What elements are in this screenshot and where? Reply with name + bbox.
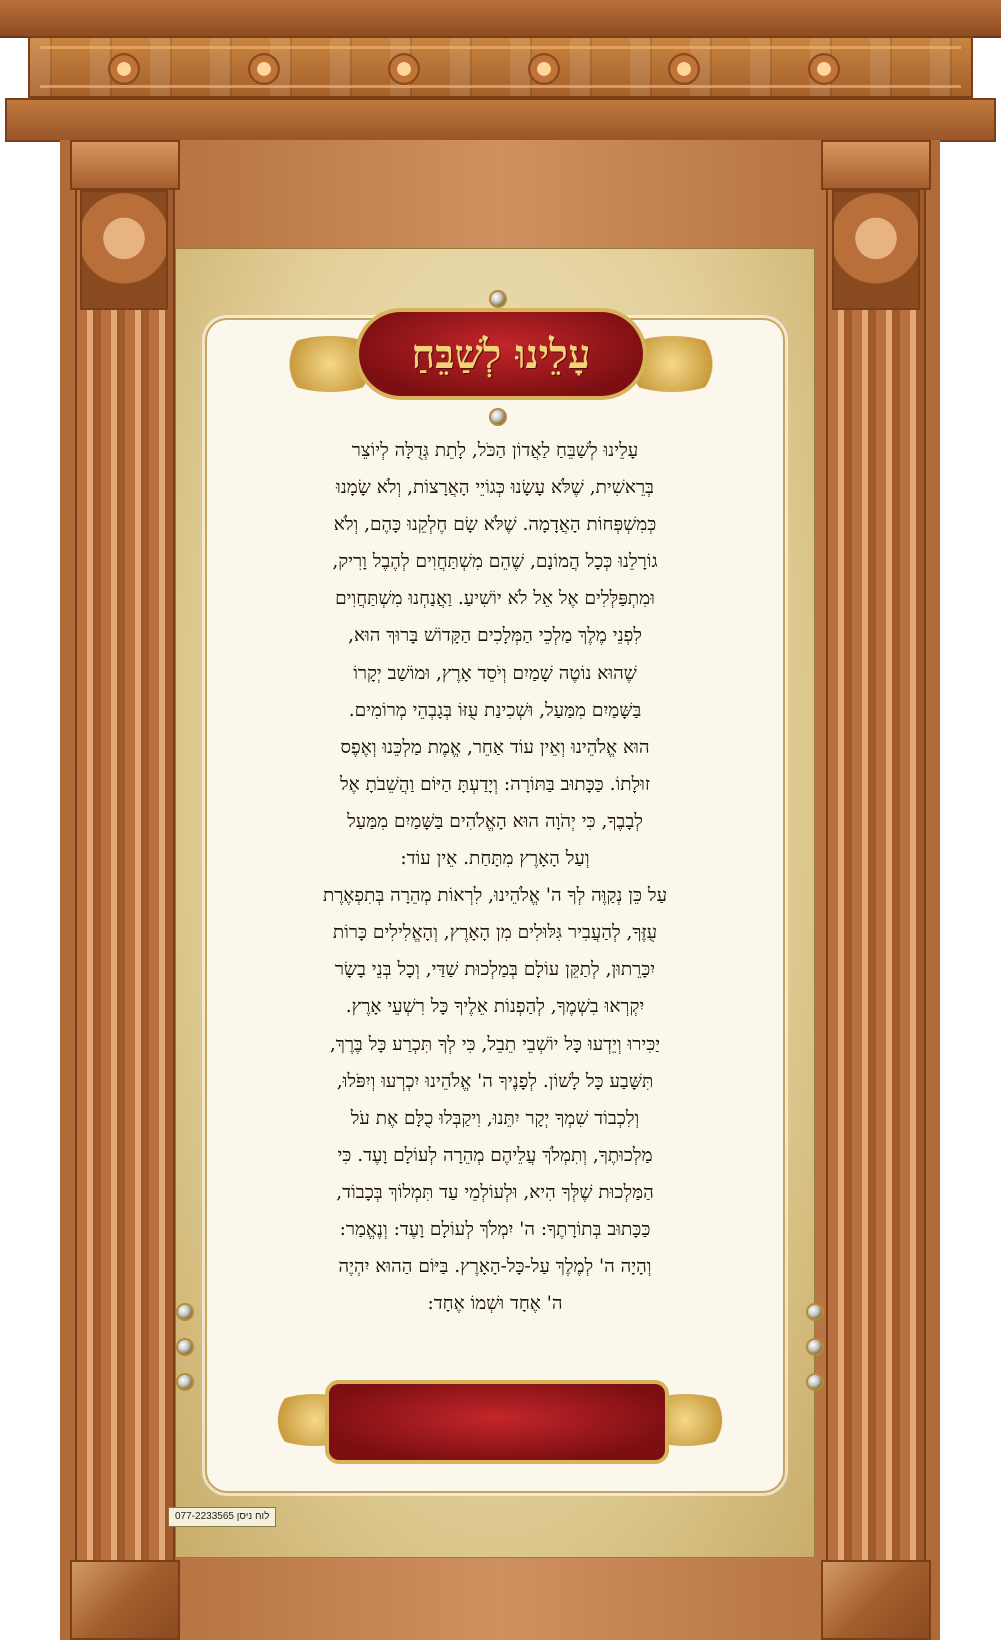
prayer-line: כְּמִשְׁפְּחוֹת הָאֲדָמָה. שֶׁלֹּא שָׂם חֶלְקֵנוּ כָּהֶם, וְלֹא — [333, 514, 657, 536]
prayer-line: וּמִתְפַּלְּלִים אֶל אֵל לֹא יוֹשִׁיעַ. וַאֲנַחְנוּ מִשְׁתַּחֲוִים — [335, 588, 655, 610]
prayer-line: שֶׁהוּא נוֹטֶה שָׁמַיִם וְיֹסֵד אָרֶץ, וּמוֹשַׁב יְקָרוֹ — [353, 662, 637, 684]
acanthus-ornament-icon — [80, 190, 168, 310]
prayer-line: יִכָּרֵתוּן, לְתַקֵּן עוֹלָם בְּמַלְכוּת שַׁדַּי, וְכָל בְּנֵי בָשָׂר — [334, 959, 656, 981]
prayer-line: יַכִּירוּ וְיֵדְעוּ כָּל יוֹשְׁבֵי תֵבֵל, כִּי לְךָ תִּכְרַע כָּל בֶּרֶךְ, — [329, 1033, 661, 1055]
footer-credit — [168, 1507, 276, 1527]
rosette-icon — [528, 53, 560, 85]
gem-icon — [806, 1303, 824, 1321]
cornice-frieze — [28, 36, 973, 98]
gem-icon — [176, 1338, 194, 1356]
cornice-top — [0, 0, 1001, 38]
rosette-icon — [808, 53, 840, 85]
left-pillar — [75, 140, 175, 1640]
prayer-line: לִפְנֵי מֶלֶךְ מַלְכֵי הַמְּלָכִים הַקָּדוֹשׁ בָּרוּךְ הוּא, — [348, 625, 642, 647]
prayer-line: ה' אֶחָד וּשְׁמוֹ אֶחָד: — [427, 1293, 563, 1315]
gem-icon — [489, 408, 507, 426]
prayer-line: בַּשָּׁמַיִם מִמַּעַל, וּשְׁכִינַת עֻזּוֹ בְּגָבְהֵי מְרוֹמִים. — [348, 699, 642, 721]
prayer-line: מַלְכוּתֶךָ, וְתִמְלֹךְ עֲלֵיהֶם מְהֵרָה לְעוֹלָם וָעֶד. כִּי — [337, 1144, 653, 1166]
title-banner — [355, 308, 647, 400]
prayer-line: עָלֵינוּ לְשַׁבֵּחַ לַאֲדוֹן הַכֹּל, לָתֵת גְּדֻלָּה לְיוֹצֵר — [351, 440, 639, 461]
footer-phone: 077-2233565 — [175, 1511, 234, 1522]
prayer-line: לְבָבֶךָ, כִּי יְהֹוָה הוּא הָאֱלֹהִים בַּשָּׁמַיִם מִמַּעַל — [347, 810, 643, 832]
gem-icon — [176, 1303, 194, 1321]
acanthus-ornament-icon — [832, 190, 920, 310]
prayer-line: גוֹרָלֵנוּ כְּכָל הֲמוֹנָם, שֶׁהֵם מִשְׁתַּחֲוִים לְהֶבֶל וָרִיק, — [332, 551, 658, 573]
left-pillar-base — [70, 1560, 180, 1640]
prayer-line: זוּלָתוֹ. כַּכָּתוּב בַּתּוֹרָה: וְיָדַעְתָּ הַיּוֹם וַהֲשֵׁבֹתָ אֶל — [339, 773, 651, 795]
gem-icon — [176, 1373, 194, 1391]
rosette-icon — [248, 53, 280, 85]
prayer-line: בְּרֵאשִׁית, שֶׁלֹּא עָשָׂנוּ כְּגוֹיֵי הָאֲרָצוֹת, וְלֹא שָׂמָנוּ — [336, 477, 654, 499]
rosette-icon — [668, 53, 700, 85]
gem-icon — [489, 290, 507, 308]
prayer-line: כַּכָּתוּב בְּתוֹרָתֶךָ: ה' יִמְלֹךְ לְעוֹלָם וָעֶד: וְנֶאֱמַר: — [339, 1218, 651, 1240]
prayer-line: עַל כֵּן נְקַוֶּה לְךָ ה' אֱלֹהֵינוּ, לִרְאוֹת מְהֵרָה בְּתִפְאֶרֶת — [322, 885, 668, 907]
cornice-lower — [5, 98, 996, 142]
prayer-line: יִקְרְאוּ בִשְׁמֶךָ, לְהַפְנוֹת אֵלֶיךָ כָּל רִשְׁעֵי אָרֶץ. — [345, 996, 645, 1018]
rosette-icon — [108, 53, 140, 85]
prayer-line: וְעַל הָאָרֶץ מִתָּחַת. אֵין עוֹד: — [400, 848, 590, 870]
prayer-line: תִּשָּׁבַע כָּל לָשׁוֹן. לְפָנֶיךָ ה' אֱלֹהֵינוּ יִכְרְעוּ וְיִפֹּלוּ, — [336, 1070, 654, 1092]
prayer-line: וְלִכְבוֹד שִׁמְךָ יְקָר יִתֵּנוּ, וִיקַבְּלוּ כֻלָּם אֶת עֹל — [350, 1107, 640, 1129]
rosette-icon — [388, 53, 420, 85]
prayer-line: הוּא אֱלֹהֵינוּ וְאֵין עוֹד אַחֵר, אֱמֶת מַלְכֵּנוּ וְאֶפֶס — [340, 736, 650, 758]
left-pillar-capital — [70, 140, 180, 190]
prayer-line: וְהָיָה ה' לְמֶלֶךְ עַל-כָּל-הָאָרֶץ. בַּיּוֹם הַהוּא יִהְיֶה — [338, 1256, 652, 1278]
prayer-line: עֻזֶּךָ, לְהַעֲבִיר גִּלּוּלִים מִן הָאָרֶץ, וְהָאֱלִילִים כָּרוֹת — [332, 922, 658, 944]
footer-brand: לוח ניסן — [236, 1511, 270, 1522]
page-title: עָלֵינוּ לְשַׁבֵּחַ — [411, 330, 591, 378]
prayer-line: הַמַּלְכוּת שֶׁלְּךָ הִיא, וּלְעוֹלְמֵי עַד תִּמְלוֹךְ בְּכָבוֹד, — [336, 1181, 654, 1203]
prayer-text — [224, 432, 766, 1362]
right-pillar-capital — [821, 140, 931, 190]
gem-icon — [806, 1338, 824, 1356]
name-plaque — [325, 1380, 669, 1464]
right-pillar — [826, 140, 926, 1640]
gem-icon — [806, 1373, 824, 1391]
right-pillar-base — [821, 1560, 931, 1640]
